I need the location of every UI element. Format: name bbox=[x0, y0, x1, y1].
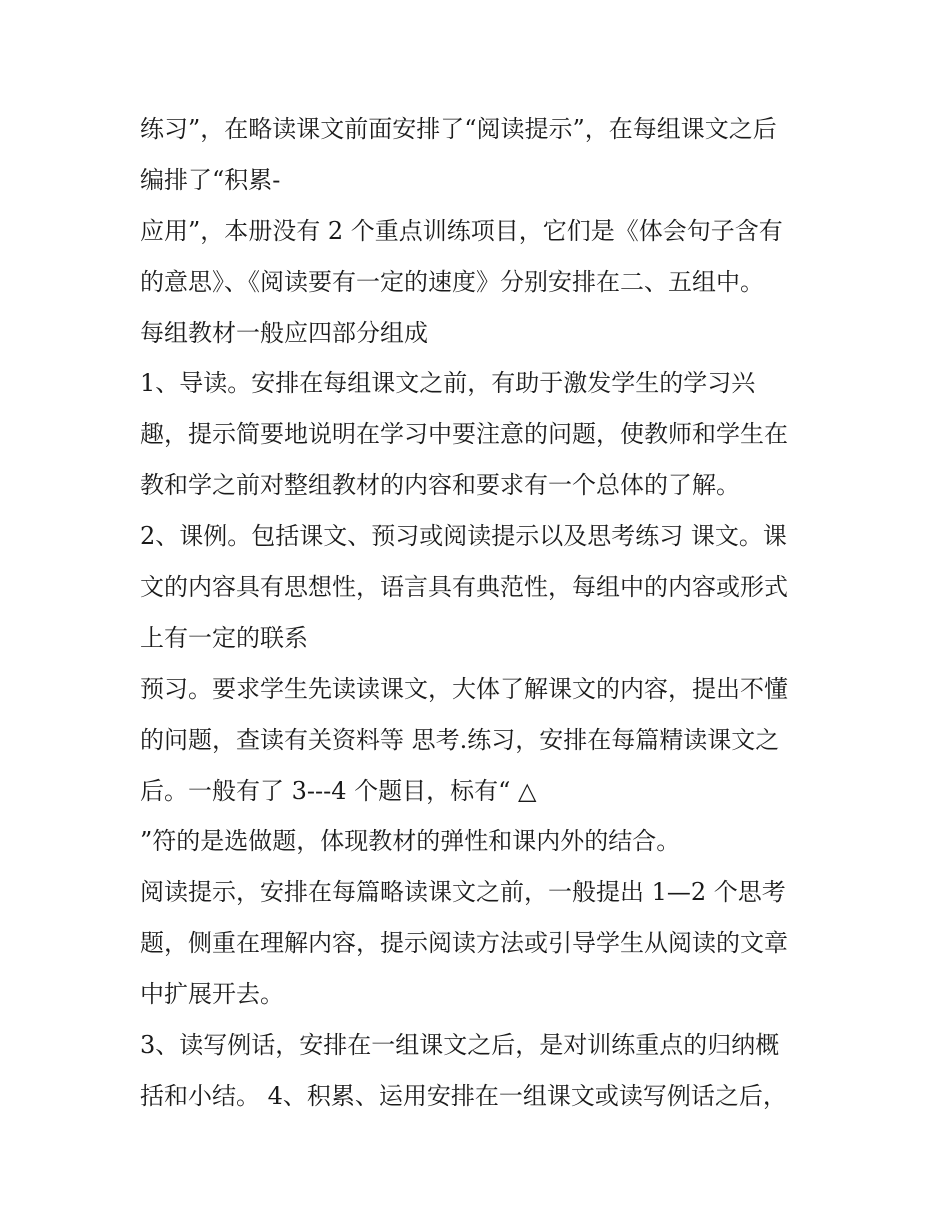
text-line: 3、读写例话，安排在一组课文之后，是对训练重点的归纳概 bbox=[140, 1031, 780, 1060]
body-text bbox=[140, 104, 830, 1122]
text-line: 的问题，查读有关资料等 思考.练习，安排在每篇精读课文之 bbox=[140, 725, 780, 754]
text-line: 上有一定的联系 bbox=[140, 623, 308, 652]
text-line: 中扩展开去。 bbox=[140, 980, 284, 1009]
text-line: 教和学之前对整组教材的内容和要求有一个总体的了解。 bbox=[140, 471, 740, 500]
text-line: 应用”，本册没有 2 个重点训练项目，它们是《体会句子含有 bbox=[140, 216, 783, 245]
text-line: 练习”，在略读课文前面安排了“阅读提示”，在每组课文之后 bbox=[140, 115, 777, 143]
text-line: 阅读提示，安排在每篇略读课文之前，一般提出 1—2 个思考 bbox=[140, 878, 786, 907]
text-line: 题，侧重在理解内容，提示阅读方法或引导学生从阅读的文章 bbox=[140, 929, 788, 958]
text-line: 后。一般有了 3---4 个题目，标有“ △ bbox=[140, 776, 537, 805]
text-line: 1、导读。安排在每组课文之前，有助于激发学生的学习兴 bbox=[140, 369, 756, 398]
text-line: 括和小结。 4、积累、运用安排在一组课文或读写例话之后， bbox=[140, 1081, 787, 1110]
text-line: 文的内容具有思想性，语言具有典范性，每组中的内容或形式 bbox=[140, 573, 788, 602]
text-line: 编排了“积累- bbox=[140, 165, 281, 194]
text-line: ”符的是选做题，体现教材的弹性和课内外的结合。 bbox=[140, 827, 681, 856]
text-line: 每组教材一般应四部分组成 bbox=[140, 318, 428, 347]
text-line: 的意思》、《阅读要有一定的速度》分别安排在二、五组中。 bbox=[140, 267, 764, 296]
text-line: 趣，提示简要地说明在学习中要注意的问题，使教师和学生在 bbox=[140, 420, 788, 449]
text-line: 预习。要求学生先读读课文，大体了解课文的内容，提出不懂 bbox=[140, 674, 788, 703]
text-line: 2、课例。包括课文、预习或阅读提示以及思考练习 课文。课 bbox=[140, 522, 787, 551]
